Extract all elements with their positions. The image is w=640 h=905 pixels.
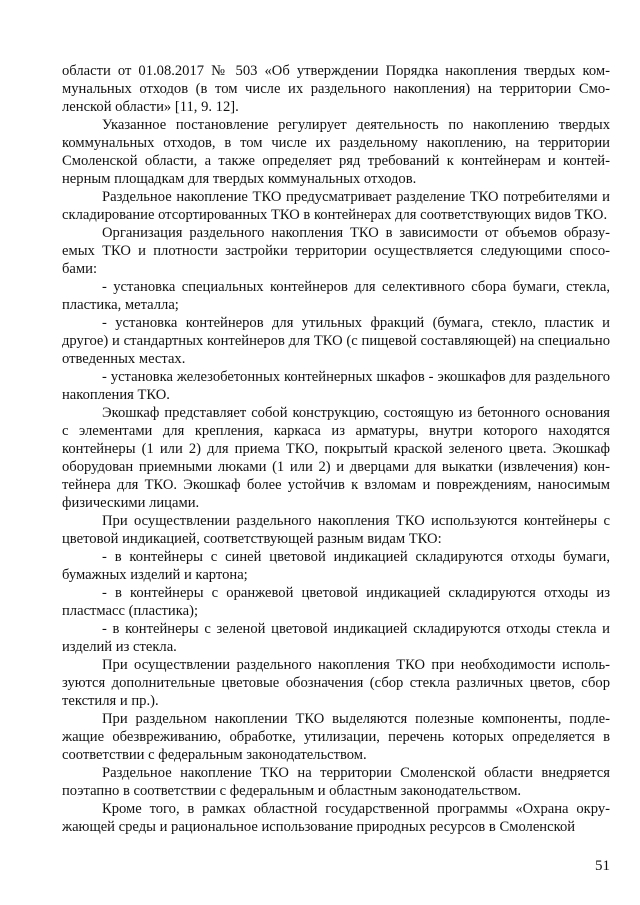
list-item: - установка контейнеров для утильных фракций (бумага, стекло, пластик и другое) и стандартных контейнеров для ТКО (с пищевой составляющей) на специально отведенных местах.: [62, 315, 610, 367]
paragraph: Кроме того, в рамках областной государственной программы «Охрана окружающей среды и рациональное использование природных ресурсов в Смоленской: [62, 801, 610, 835]
list-item: - в контейнеры с зеленой цветовой индикацией складируются отходы стекла и изделий из стекла.: [62, 621, 610, 655]
list-item: - в контейнеры с оранжевой цветовой индикацией складируются отходы из пластмасс (пластика);: [62, 585, 610, 619]
document-body: [62, 62, 610, 836]
paragraph: Организация раздельного накопления ТКО в зависимости от объемов образуемых ТКО и плотности застройки территории осуществляется следующими способами:: [62, 225, 610, 277]
list-item: - установка железобетонных контейнерных шкафов - экошкафов для раздельного накопления ТКО.: [62, 369, 610, 403]
paragraph: Экошкаф представляет собой конструкцию, состоящую из бетонного основания с элементами для крепления, каркаса из арматуры, внутри которого находятся контейнеры (1 или 2) для приема ТКО, покрытый краской зеленого цвета. Экошкаф оборудован приемными люками (1 или 2) и дверцами для выкатки (извлечения) контейнера для ТКО. Экошкаф более устойчив к взломам и повреждениям, наносимым физическими лицами.: [62, 405, 610, 511]
page-number: 51: [595, 858, 610, 874]
list-item: - в контейнеры с синей цветовой индикацией складируются отходы бумаги, бумажных изделий и картона;: [62, 549, 610, 583]
paragraph-continuation: области от 01.08.2017 № 503 «Об утверждении Порядка накопления твердых коммунальных отходов (в том числе их раздельного накопления) на территории Смоленской области» [11, 9. 12].: [62, 63, 610, 115]
paragraph: При раздельном накоплении ТКО выделяются полезные компоненты, подлежащие обезвреживанию, обработке, утилизации, перечень которых определяется в соответствии с федеральным законодательством.: [62, 711, 610, 763]
paragraph: Раздельное накопление ТКО на территории Смоленской области внедряется поэтапно в соответствии с федеральным и областным законодательством.: [62, 765, 610, 799]
list-item: - установка специальных контейнеров для селективного сбора бумаги, стекла, пластика, металла;: [62, 279, 610, 313]
paragraph: При осуществлении раздельного накопления ТКО при необходимости используются дополнительные цветовые обозначения (сбор стекла различных цветов, сбор текстиля и пр.).: [62, 657, 610, 709]
paragraph: При осуществлении раздельного накопления ТКО используются контейнеры с цветовой индикацией, соответствующей разным видам ТКО:: [62, 513, 610, 547]
paragraph: Указанное постановление регулирует деятельность по накоплению твердых коммунальных отходов, в том числе их раздельному накоплению, на территории Смоленской области, а также определяет ряд требований к контейнерам и контейнерным площадкам для твердых коммунальных отходов.: [62, 117, 610, 187]
paragraph: Раздельное накопление ТКО предусматривает разделение ТКО потребителями и складирование отсортированных ТКО в контейнерах для соответствующих видов ТКО.: [62, 189, 610, 223]
